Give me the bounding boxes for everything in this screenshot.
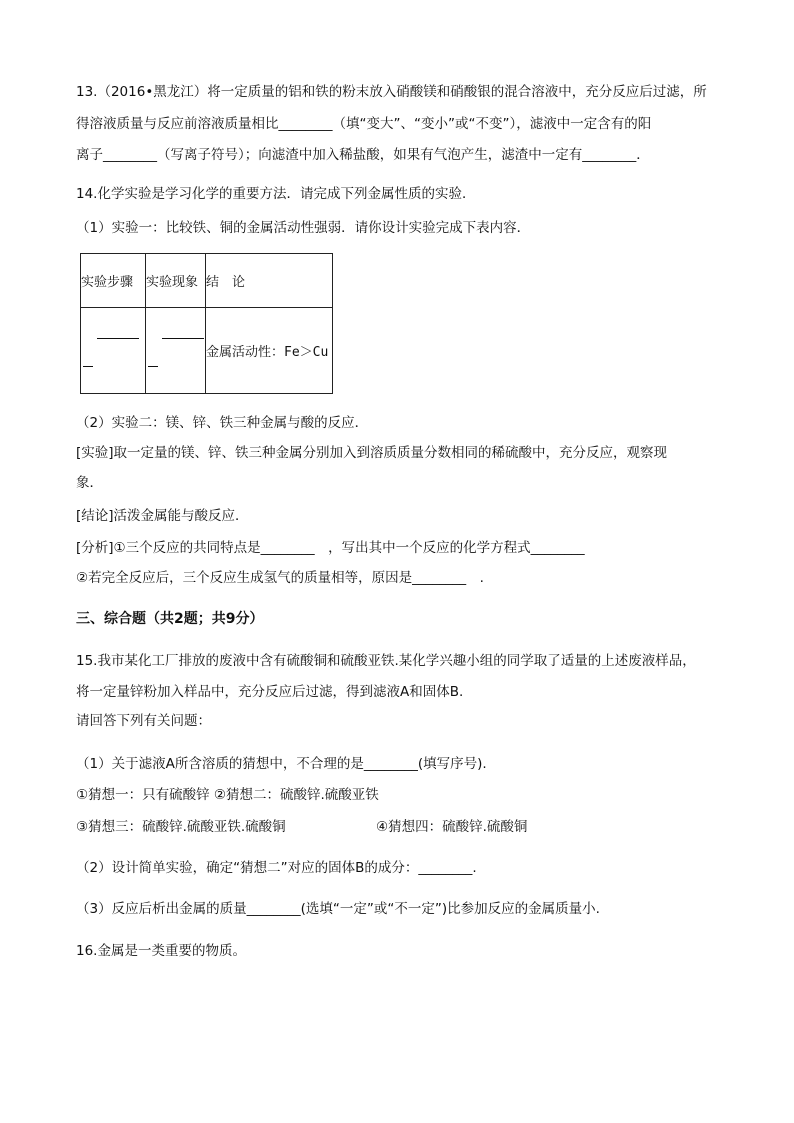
q15-line2: 将一定量锌粉加入样品中，充分反应后过滤，得到滤液A和固体B. [76, 684, 464, 700]
q15-guess-3: ③猜想三：硫酸锌.硫酸亚铁.硫酸铜 [76, 819, 286, 835]
table-header-step: 实验步骤 [81, 254, 146, 308]
q14-part1: （1）实验一：比较铁、铜的金属活动性强弱．请你设计实验完成下表内容． [76, 220, 531, 236]
q14-title: 14.化学实验是学习化学的重要方法．请完成下列金属性质的实验． [76, 186, 476, 202]
experiment-table [80, 253, 333, 394]
q15-sub1: （1）关于滤液A所含溶质的猜想中，不合理的是________(填写序号). [76, 756, 487, 772]
q13-line3: 离子________（写离子符号）；向滤渣中加入稀盐酸，如果有气泡产生，滤渣中一定有________． [76, 147, 650, 163]
q15-sub3: （3）反应后析出金属的质量________(选填“一定”或“不一定”)比参加反应的金属质量小. [76, 901, 600, 917]
q13-line2: 得溶液质量与反应前溶液质量相比________（填“变大”、“变小”或“不变”），滤液中一定含有的阳 [76, 116, 652, 132]
table-header-phenomenon: 实验现象 [146, 254, 206, 308]
q15-line1: 15.我市某化工厂排放的废液中含有硫酸铜和硫酸亚铁.某化学兴趣小组的同学取了适量的上述废液样品， [76, 653, 696, 669]
table-header-conclusion: 结 论 [206, 254, 333, 308]
q14-experiment-line2: 象． [76, 475, 103, 491]
q15-sub2: （2）设计简单实验，确定“猜想二”对应的固体B的成分：________. [76, 860, 477, 876]
q14-conclusion: [结论]活泼金属能与酸反应． [76, 508, 249, 524]
q14-experiment-line1: [实验]取一定量的镁、锌、铁三种金属分别加入到溶质质量分数相同的稀硫酸中，充分反应，观察现 [76, 445, 668, 461]
section-heading: 三、综合题（共2题；共9分） [76, 611, 264, 627]
q13-line1: 13.（2016•黑龙江）将一定质量的铝和铁的粉末放入硝酸镁和硝酸银的混合溶液中，充分反应后过滤，所 [76, 84, 707, 100]
q14-part2: （2）实验二：镁、锌、铁三种金属与酸的反应． [76, 415, 369, 431]
q15-guess-1-2: ①猜想一：只有硫酸锌 ②猜想二：硫酸锌.硫酸亚铁 [76, 787, 379, 803]
table-cell-phenomenon-blank[interactable] [146, 308, 206, 394]
q15-line3: 请回答下列有关问题： [76, 713, 211, 729]
q14-analysis1: [分析]①三个反应的共同特点是________ ，写出其中一个反应的化学方程式________ [76, 540, 585, 556]
q14-analysis2: ②若完全反应后，三个反应生成氢气的质量相等，原因是________ . [76, 570, 484, 586]
q15-guess-4: ④猜想四：硫酸锌.硫酸铜 [376, 819, 528, 835]
table-cell-step-blank[interactable] [81, 308, 146, 394]
table-cell-conclusion: 金属活动性：Fe＞Cu [206, 308, 333, 394]
q16-title: 16.金属是一类重要的物质。 [76, 943, 246, 959]
